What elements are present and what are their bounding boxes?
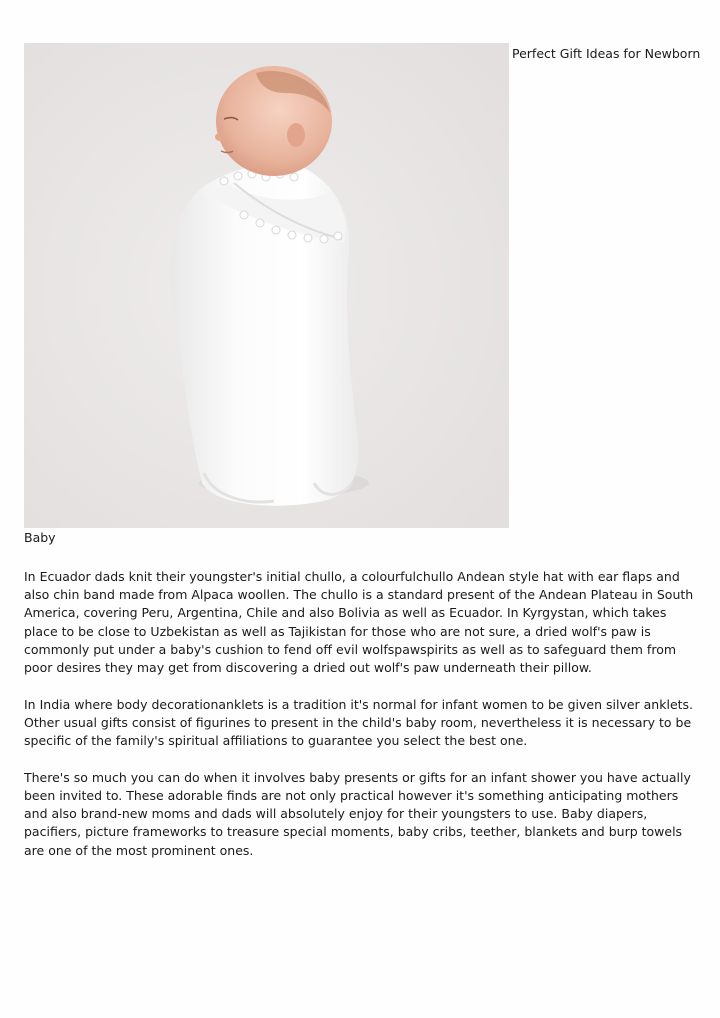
swaddled-baby-illustration (24, 43, 509, 528)
newborn-photo (24, 43, 509, 528)
paragraph-1: In Ecuador dads knit their youngster's initial chullo, a colourfulchullo Andean style hat with ear flaps and also chin band made from Alpaca woollen. The chullo is a standard present of the Andean Plateau in South America, covering Peru, Argentina, Chile and also Bolivia as well as Ecuador. In Kyrgystan, which takes place to be close to Uzbekistan as well as Tajikistan for those who are not sure, a dried wolf's paw is commonly put under a baby's cushion to fend off evil wolfspawspirits as well as to safeguard them from poor desires they may get from discovering a dried out wolf's paw underneath their pillow. (24, 569, 694, 676)
image-caption: Baby (24, 530, 56, 545)
page-title: Perfect Gift Ideas for Newborn (512, 46, 701, 61)
article-body (24, 568, 696, 878)
paragraph-2: In India where body decorationanklets is a tradition it's normal for infant women to be given silver anklets. Other usual gifts consist of figurines to present in the child's baby room, nevertheless it is necessary to be specific of the family's spiritual affiliations to guarantee you select the best one. (24, 696, 694, 749)
paragraph-3: There's so much you can do when it involves baby presents or gifts for an infant shower you have actually been invited to. These adorable finds are not only practical however it's something anticipating mothers and also brand-new moms and dads will absolutely enjoy for their youngsters to use. Baby diapers, pacifiers, picture frameworks to treasure special moments, baby cribs, teether, blankets and burp towels are one of the most prominent ones. (24, 769, 691, 858)
